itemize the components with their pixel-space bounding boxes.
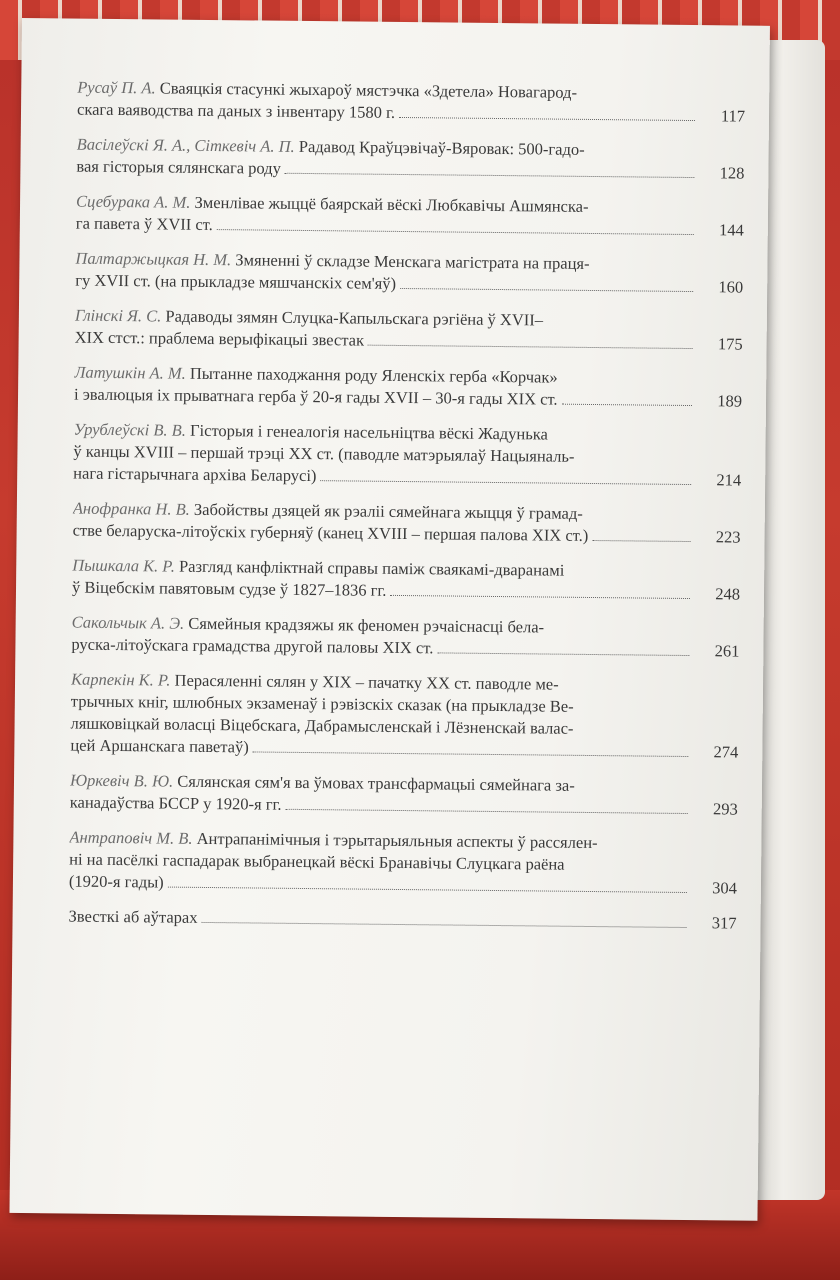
toc-entry-title-part: Сваяцкія стасункі жыхароў мястэчка «Здетела» Новагарод- (159, 78, 578, 102)
toc-entry-title-end: цей Аршанскага паветаў) (70, 735, 249, 757)
toc-entry (74, 362, 742, 413)
toc-entry-author: Васілеўскі Я. А., Сіткевіч А. П. (76, 134, 295, 156)
toc-entry-title-end: канадаўства БССР у 1920-я гг. (69, 792, 282, 814)
toc-entry-title-part: ляшковіцкай воласці Віцебскага, Дабрамысленскай і Лёзненскай валас- (70, 713, 574, 738)
toc-entry-author: Анофранка Н. В. (72, 498, 190, 519)
toc-page-number: 128 (719, 163, 745, 183)
toc-leader-dots (286, 796, 688, 814)
toc-entry-title-part: ні на пасёлкі гаспадарак выбранецкай вёскі Бранавічы Слуцкага раёна (69, 849, 565, 874)
toc-page-number: 214 (716, 470, 742, 490)
toc-leader-dots (368, 332, 693, 349)
toc-entry-author: Антраповіч М. В. (69, 827, 193, 848)
toc-entry-author: Палтаржыцкая Н. М. (75, 248, 232, 270)
toc-leader-dots (217, 217, 694, 235)
toc-leader-dots (168, 874, 687, 893)
toc-entry-title-part: Забойствы дзяцей як рэаліі сямейнага жыцця ў грамад- (193, 499, 583, 523)
toc-entry-author: Пышкала К. Р. (72, 555, 176, 576)
toc-entry-author: Латушкін А. М. (74, 362, 186, 383)
toc-entry (68, 906, 736, 935)
toc-entry-title-part: Сялянская сям'я ва ўмовах трансфармацыі сямейнага за- (177, 771, 575, 795)
toc-page-number: 261 (714, 641, 740, 661)
toc-leader-dots (285, 160, 695, 178)
toc-entry-author: Сакольчык А. Э. (71, 612, 185, 633)
toc-entry-author: Урублеўскі В. В. (73, 419, 187, 440)
toc-entry-title-end: гу XVII ст. (на прыкладзе мяшчанскіх сем'яў) (75, 270, 397, 293)
toc-entry-title-part: Радаводы зямян Слуцка-Капыльскага рэгіёна ў XVII– (165, 306, 544, 330)
toc-entry-title-part: Антрапанімічныя і тэрытарыяльныя аспекты ў рассялен- (196, 828, 598, 853)
toc-leader-dots (400, 276, 693, 292)
toc-entry-title-end: нага гістарычнага архіва Беларусі) (73, 463, 317, 486)
toc-entry-title-part: Зменлівае жыццё баярскай вёскі Любкавічы Ашмянска- (194, 192, 589, 216)
toc-leader-dots (399, 105, 695, 121)
toc-entry-author: Карпекін К. Р. (70, 669, 171, 690)
toc-entry-title-end: Звесткі аб аўтарах (68, 906, 198, 927)
toc-entry (72, 555, 740, 606)
toc-entry (76, 191, 744, 242)
toc-entry-title-end: скага ваяводства па даных з інвентару 1580 г. (76, 99, 396, 122)
toc-page-number: 160 (718, 277, 744, 297)
toc-leader-dots (253, 739, 689, 757)
toc-entry-title-part: Перасяленні сялян у XIX – пачатку XX ст. паводле ме- (174, 670, 559, 694)
toc-entry-title-end: (1920-я гады) (68, 871, 164, 892)
toc-leader-dots (390, 583, 690, 600)
toc-entry-title-end: і эвалюцыя іх прыватнага герба ў 20-я гады XVII – 30-я гады XIX ст. (73, 384, 558, 409)
toc-leader-dots (562, 391, 693, 406)
toc-entry-title-end: га павета ў XVII ст. (75, 213, 213, 235)
toc-entry (73, 419, 742, 492)
toc-entry-title-part: трычных кніг, шлюбных экзаменаў і рэвізскіх сказак (на прыкладзе Ве- (70, 691, 574, 716)
toc-page-number: 274 (713, 742, 739, 762)
toc-page-number: 317 (711, 913, 737, 933)
toc-entry-last-line (68, 906, 690, 935)
toc-page-number: 248 (715, 584, 741, 604)
toc-leader-dots (201, 910, 686, 928)
toc-page-number: 144 (718, 220, 744, 240)
toc-page-number: 175 (717, 334, 743, 354)
toc-entry-title-part: Разгляд канфліктнай справы паміж сваякамі-дваранамі (178, 556, 565, 580)
toc-entry-title-end: XIX стст.: праблема верыфікацыі звестак (74, 327, 365, 350)
toc-entry (77, 77, 745, 128)
toc-entry-author: Глінскі Я. С. (74, 305, 162, 326)
book-page (9, 18, 769, 1221)
toc-entry (76, 134, 744, 185)
toc-entry-title-part: Пытанне паходжання роду Яленскіх герба «Корчак» (189, 363, 558, 387)
toc-entry-title-end: ў Віцебскім павятовым судзе ў 1827–1836 гг. (71, 577, 387, 600)
toc-page-number: 293 (712, 799, 738, 819)
toc-leader-dots (437, 640, 689, 656)
toc-entry-title-part: Сямейныя крадзяжы як феномен рэчаіснасці белa- (188, 613, 545, 637)
toc-entry (75, 305, 743, 356)
toc-entry (69, 827, 738, 900)
toc-entry-title-part: Змяненні ў складзе Менскага магістрата на праця- (235, 250, 590, 273)
toc-entry-title-end: стве беларуска-літоўскіх губерняў (канец XVIII – першая палова XIX ст.) (72, 520, 589, 545)
toc-entry (75, 248, 743, 299)
toc-entry-author: Юркевіч В. Ю. (69, 770, 174, 791)
toc-leader-dots (320, 468, 691, 485)
toc-entry (70, 669, 739, 764)
toc-entry-author: Сцебурака А. М. (75, 191, 191, 212)
toc-entry (70, 770, 738, 821)
toc-page-number: 117 (720, 106, 746, 126)
toc-entry (71, 612, 739, 663)
toc-page-number: 304 (712, 878, 738, 898)
toc-page-number: 189 (717, 391, 743, 411)
toc-entry-author: Русаў П. А. (77, 77, 156, 98)
toc-entry-title-part: Радавод Краўцэвічаў-Вяровак: 500-гадо- (298, 136, 585, 159)
table-of-contents (68, 77, 745, 948)
toc-entry-title-end: руска-літоўскага грамадства другой паловы XIX ст. (71, 634, 434, 658)
toc-entry-title-part: Гісторыя і генеалогія насельніцтва вёскі Жадунька (189, 420, 549, 444)
toc-entry (73, 498, 741, 549)
toc-entry-title-end: вая гісторыя сялянскага роду (76, 156, 281, 178)
toc-entry-title-part: ў канцы XVIII – першай трэці XX ст. (паводле матэрыялаў Нацыяналь- (73, 441, 575, 466)
toc-leader-dots (592, 528, 690, 542)
toc-page-number: 223 (715, 527, 741, 547)
